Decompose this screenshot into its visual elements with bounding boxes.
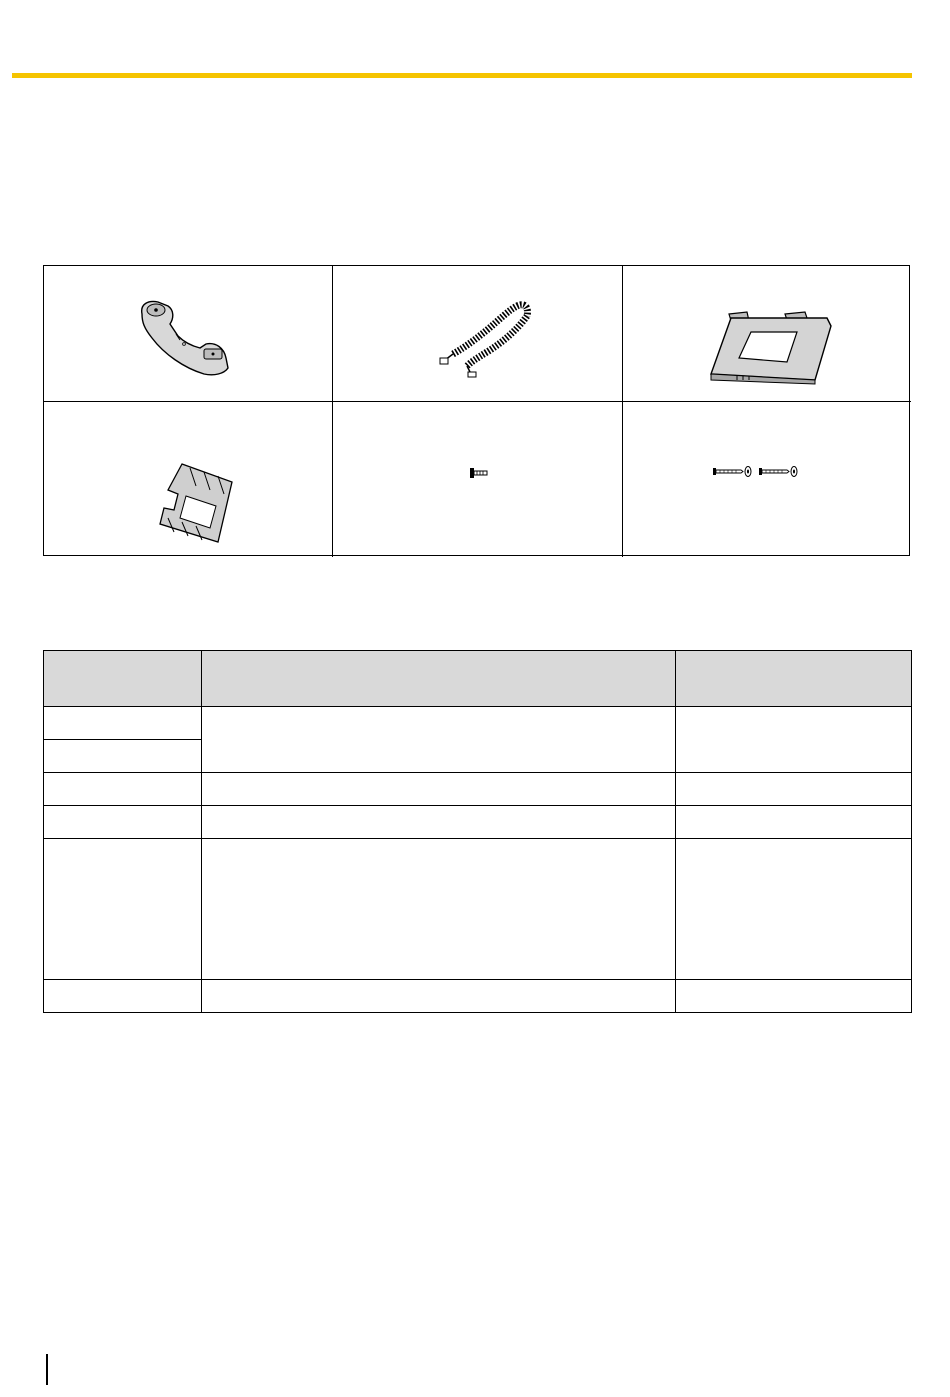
table-cell	[44, 806, 202, 839]
table-row	[44, 839, 912, 980]
table-cell	[676, 773, 912, 806]
table-cell	[202, 806, 676, 839]
accessory-cell-stand	[623, 266, 911, 402]
screw-icon	[469, 466, 489, 480]
table-cell	[676, 980, 912, 1013]
table-row	[44, 773, 912, 806]
accessory-cell-handset	[44, 266, 333, 402]
table-cell	[44, 773, 202, 806]
table-cell	[202, 707, 676, 773]
page-margin-bar	[46, 1354, 48, 1385]
header-cell-remarks	[676, 651, 912, 707]
options-table-header-row	[44, 651, 912, 707]
options-table	[43, 650, 912, 1013]
table-cell	[44, 839, 202, 980]
table-cell	[202, 839, 676, 980]
accessory-cell-wall-mount-adaptor	[44, 402, 333, 557]
accessories-grid	[43, 265, 910, 556]
handset-icon	[134, 296, 244, 376]
accessory-cell-coiled-cord	[333, 266, 623, 402]
table-cell	[44, 740, 202, 773]
table-row	[44, 707, 912, 740]
accessory-cell-screw	[333, 402, 623, 557]
header-cell-model	[44, 651, 202, 707]
table-row	[44, 980, 912, 1013]
table-cell	[676, 839, 912, 980]
table-cell	[676, 707, 912, 773]
stand-icon	[707, 310, 837, 385]
header-accent-rule	[12, 73, 912, 78]
table-row	[44, 806, 912, 839]
table-cell	[202, 773, 676, 806]
accessory-cell-wall-screws-with-washers	[623, 402, 911, 557]
wall-mount-adaptor-icon	[154, 458, 244, 548]
table-cell	[44, 707, 202, 740]
table-cell	[676, 806, 912, 839]
table-cell	[202, 980, 676, 1013]
wall-screws-with-washers-icon	[711, 464, 801, 478]
table-cell	[44, 980, 202, 1013]
coiled-cord-icon	[437, 298, 537, 378]
header-cell-description	[202, 651, 676, 707]
